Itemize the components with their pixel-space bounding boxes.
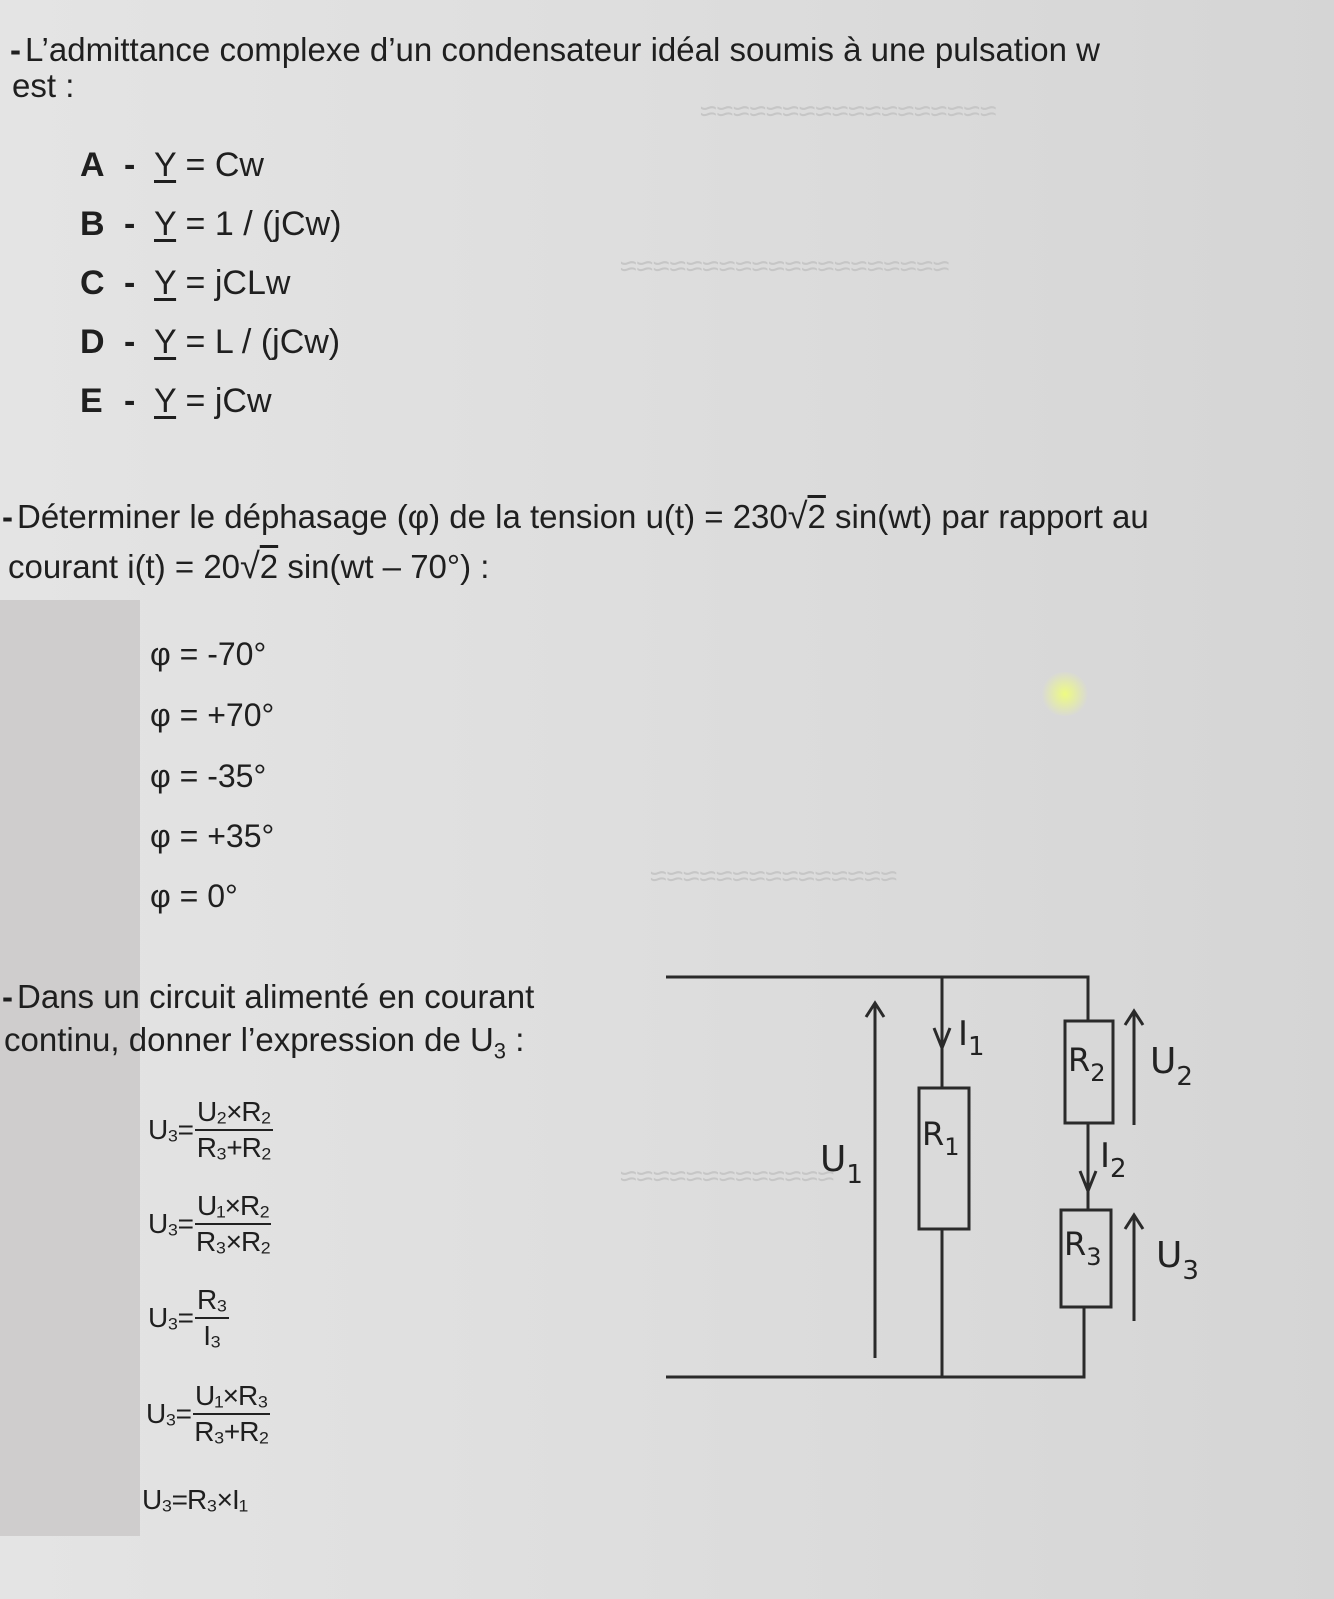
fraction-denominator: R₃+R₂ (194, 1416, 269, 1447)
option-letter: C (80, 264, 105, 302)
question3-line1: - Dans un circuit alimenté en courant (2, 978, 535, 1015)
label-r2: $R_2$ (1068, 1041, 1106, 1087)
option-letter: D (80, 323, 105, 361)
option-expression: Y = 1 / (jCw) (154, 205, 342, 243)
phase-option[interactable]: φ = -70° (150, 636, 267, 672)
highlighter-spot (1040, 672, 1090, 716)
label-u3: $U_3$ (1156, 1235, 1199, 1286)
label-u1: $U_1$ (820, 1139, 863, 1190)
circuit-diagram (640, 945, 1220, 1395)
top-wire (666, 977, 1088, 1021)
fraction-numerator: U₁×R₂ (195, 1190, 271, 1225)
bleed-through-text: ≈≈≈≈≈≈≈≈≈≈≈≈≈≈≈≈≈≈≈≈ (620, 250, 950, 283)
phase-option[interactable]: φ = -35° (150, 758, 267, 794)
question1-line2: est : (12, 67, 75, 104)
expression-lhs: U₃= (148, 1114, 193, 1145)
option-dash: - (124, 323, 136, 361)
question3-line2: continu, donner l’expression de $U_3$ : (4, 1021, 525, 1064)
option-dash: - (124, 264, 136, 302)
fraction-numerator: U₂×R₂ (195, 1096, 273, 1131)
phase-option[interactable]: φ = +35° (150, 818, 275, 854)
option-expression: Y = L / (jCw) (154, 323, 341, 361)
question2-line2: courant i(t) = 20√2 sin(wt – 70°) : (8, 545, 490, 586)
label-r1: $R_1$ (922, 1115, 960, 1161)
option-dash: - (124, 146, 136, 184)
expression-option[interactable] (148, 1096, 273, 1164)
fraction-denominator: R₃+R₂ (196, 1132, 271, 1163)
phase-option[interactable]: φ = 0° (150, 878, 238, 914)
expression-lhs: U₃= (148, 1208, 193, 1239)
expression-option[interactable] (148, 1284, 229, 1352)
option-expression: Y = jCLw (154, 264, 291, 302)
expression-lhs: U₃= (148, 1302, 193, 1333)
label-i1: $I_1$ (958, 1014, 985, 1062)
expression-option[interactable]: U₃=R₃×I₁ (142, 1484, 248, 1515)
expression-lhs: U₃= (146, 1398, 191, 1429)
option-letter: E (80, 382, 103, 420)
question2-line1: - Déterminer le déphasage (φ) de la tension u(t) = 230√2 sin(wt) par rapport au (2, 495, 1149, 536)
label-r3: $R_3$ (1064, 1225, 1102, 1271)
fraction-numerator: U₁×R₃ (193, 1380, 270, 1415)
fraction-numerator: R₃ (195, 1284, 229, 1319)
option-dash: - (124, 205, 136, 243)
fraction-denominator: I₃ (203, 1320, 221, 1351)
option-expression: Y = jCw (154, 382, 272, 420)
phase-option[interactable]: φ = +70° (150, 697, 275, 733)
option-dash: - (124, 382, 136, 420)
option-expression: Y = Cw (154, 146, 264, 184)
expression-option[interactable] (146, 1380, 270, 1448)
question1-line1: - L’admittance complexe d’un condensateur idéal soumis à une pulsation w (10, 31, 1100, 68)
fraction-denominator: R₃×R₂ (196, 1226, 271, 1257)
label-i2: $I_2$ (1100, 1136, 1127, 1184)
label-u2: $U_2$ (1150, 1041, 1193, 1092)
bleed-through-text: ≈≈≈≈≈≈≈≈≈≈≈≈≈≈≈≈≈≈ (700, 95, 997, 128)
option-letter: A (80, 146, 105, 184)
bleed-through-text: ≈≈≈≈≈≈≈≈≈≈≈≈≈ (620, 1160, 835, 1193)
expression-option[interactable] (148, 1190, 271, 1258)
bleed-through-text: ≈≈≈≈≈≈≈≈≈≈≈≈≈≈≈ (650, 860, 897, 893)
option-letter: B (80, 205, 105, 243)
